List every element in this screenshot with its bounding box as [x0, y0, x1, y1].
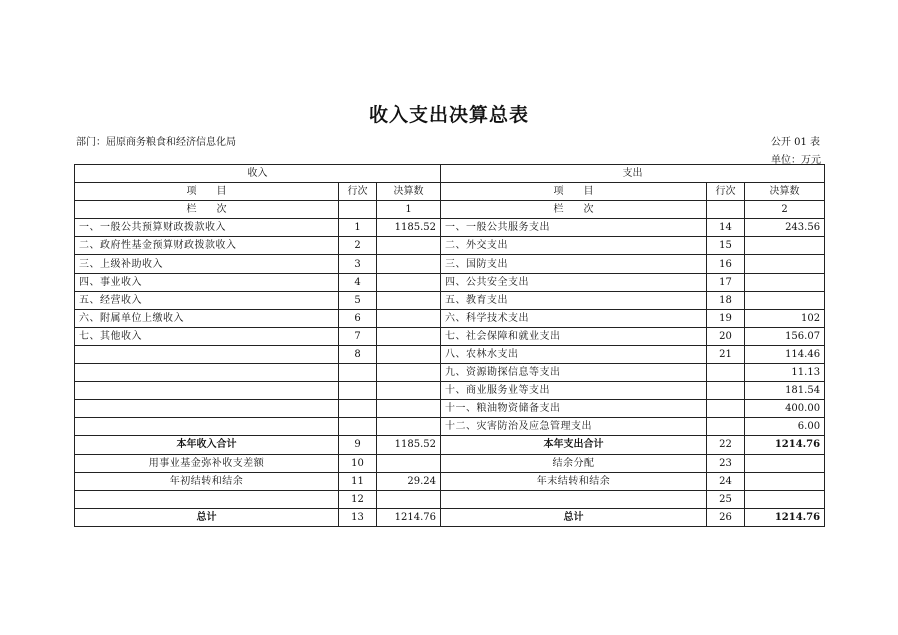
expense-item: 三、国防支出: [441, 255, 707, 273]
income-amount: [377, 237, 441, 255]
table-row: [75, 255, 825, 273]
expense-line-no: 16: [707, 255, 745, 273]
grand-income-total-label: 总计: [75, 508, 339, 526]
grand-income-total-amount: 1214.76: [377, 508, 441, 526]
expense-line-no: [707, 364, 745, 382]
table-row: [75, 291, 825, 309]
begin-balance-label: 年初结转和结余: [75, 472, 339, 490]
income-amount: [377, 400, 441, 418]
year-total-row: [75, 436, 825, 454]
income-column-line-blank: [339, 201, 377, 219]
expense-item: 八、农林水支出: [441, 345, 707, 363]
surplus-distribution-amount: [745, 454, 825, 472]
expense-line-no: 18: [707, 291, 745, 309]
income-line-no: 5: [339, 291, 377, 309]
income-item: 六、附属单位上缴收入: [75, 309, 339, 327]
income-item: 一、一般公共预算财政拨款收入: [75, 219, 339, 237]
blank-income-amount: [377, 490, 441, 508]
grand-expense-total-label: 总计: [441, 508, 707, 526]
expense-line-no: 20: [707, 327, 745, 345]
expense-item: 六、科学技术支出: [441, 309, 707, 327]
expense-amount: [745, 273, 825, 291]
expense-item: 七、社会保障和就业支出: [441, 327, 707, 345]
income-line-no: 6: [339, 309, 377, 327]
income-line-no: [339, 382, 377, 400]
expense-line-no: 14: [707, 219, 745, 237]
income-column-number: 1: [377, 201, 441, 219]
fund-offset-label: 用事业基金弥补收支差额: [75, 454, 339, 472]
table-row: [75, 327, 825, 345]
expense-amount: [745, 237, 825, 255]
income-amount: [377, 291, 441, 309]
expense-amount: [745, 291, 825, 309]
group-header-row: [75, 165, 825, 183]
income-line-header: 行次: [339, 183, 377, 201]
expense-line-no: 21: [707, 345, 745, 363]
department-label: 部门：屈原商务粮食和经济信息化局: [76, 137, 236, 148]
income-item: [75, 400, 339, 418]
expense-amount: 400.00: [745, 400, 825, 418]
form-number: 公开 01 表: [770, 137, 820, 148]
expense-item: 十一、粮油物资储备支出: [441, 400, 707, 418]
income-amount: [377, 327, 441, 345]
table-row: [75, 382, 825, 400]
table-row: [75, 273, 825, 291]
income-line-no: 1: [339, 219, 377, 237]
blank-expense-line-no: 25: [707, 490, 745, 508]
income-amount-header: 决算数: [377, 183, 441, 201]
budget-summary-table: [74, 164, 825, 527]
fund-offset-amount: [377, 454, 441, 472]
unit-label: 单位：万元: [771, 155, 821, 166]
income-item: [75, 364, 339, 382]
column-number-row: [75, 201, 825, 219]
expense-line-header: 行次: [707, 183, 745, 201]
end-balance-amount: [745, 472, 825, 490]
expense-column-line-blank: [707, 201, 745, 219]
table-row: [75, 454, 825, 472]
expense-line-no: 15: [707, 237, 745, 255]
year-expense-total-label: 本年支出合计: [441, 436, 707, 454]
income-amount: [377, 309, 441, 327]
expense-amount: 6.00: [745, 418, 825, 436]
year-income-total-label: 本年收入合计: [75, 436, 339, 454]
income-line-no: [339, 400, 377, 418]
expense-item: 十二、灾害防治及应急管理支出: [441, 418, 707, 436]
income-amount: [377, 418, 441, 436]
income-item: [75, 345, 339, 363]
end-balance-line-no: 24: [707, 472, 745, 490]
income-line-no: [339, 418, 377, 436]
expense-amount: 102: [745, 309, 825, 327]
blank-expense-item: [441, 490, 707, 508]
expense-amount: [745, 255, 825, 273]
income-line-no: 2: [339, 237, 377, 255]
table-row: [75, 237, 825, 255]
document-title: 收入支出决算总表: [368, 104, 529, 126]
income-amount: 1185.52: [377, 219, 441, 237]
year-expense-total-line-no: 22: [707, 436, 745, 454]
expense-item: 五、教育支出: [441, 291, 707, 309]
year-income-total-amount: 1185.52: [377, 436, 441, 454]
expense-group-header: 支出: [441, 165, 825, 183]
expense-amount: 156.07: [745, 327, 825, 345]
income-item: 三、上级补助收入: [75, 255, 339, 273]
year-expense-total-amount: 1214.76: [745, 436, 825, 454]
surplus-distribution-line-no: 23: [707, 454, 745, 472]
table-row: [75, 418, 825, 436]
income-amount: [377, 255, 441, 273]
table-row: [75, 309, 825, 327]
expense-item-header: 项 目: [441, 183, 707, 201]
table-row: [75, 400, 825, 418]
table-row: [75, 490, 825, 508]
income-item: 二、政府性基金预算财政拨款收入: [75, 237, 339, 255]
income-column-row-label: 栏 次: [75, 201, 339, 219]
income-item: [75, 418, 339, 436]
income-amount: [377, 382, 441, 400]
expense-line-no: [707, 418, 745, 436]
expense-line-no: 19: [707, 309, 745, 327]
expense-amount: 181.54: [745, 382, 825, 400]
income-item-header: 项 目: [75, 183, 339, 201]
end-balance-label: 年末结转和结余: [441, 472, 707, 490]
expense-amount: 11.13: [745, 364, 825, 382]
expense-line-no: [707, 382, 745, 400]
income-amount: [377, 364, 441, 382]
grand-income-total-line-no: 13: [339, 508, 377, 526]
income-amount: [377, 273, 441, 291]
expense-line-no: [707, 400, 745, 418]
grand-total-row: [75, 508, 825, 526]
blank-expense-amount: [745, 490, 825, 508]
income-line-no: 7: [339, 327, 377, 345]
income-amount: [377, 345, 441, 363]
expense-item: 九、资源勘探信息等支出: [441, 364, 707, 382]
income-group-header: 收入: [75, 165, 441, 183]
table-row: [75, 472, 825, 490]
expense-column-number: 2: [745, 201, 825, 219]
expense-amount-header: 决算数: [745, 183, 825, 201]
income-item: 四、事业收入: [75, 273, 339, 291]
grand-expense-total-line-no: 26: [707, 508, 745, 526]
income-item: 五、经营收入: [75, 291, 339, 309]
income-line-no: 3: [339, 255, 377, 273]
column-header-row: [75, 183, 825, 201]
year-income-total-line-no: 9: [339, 436, 377, 454]
expense-item: 十、商业服务业等支出: [441, 382, 707, 400]
expense-line-no: 17: [707, 273, 745, 291]
blank-income-item: [75, 490, 339, 508]
expense-amount: 243.56: [745, 219, 825, 237]
income-line-no: 8: [339, 345, 377, 363]
table-row: [75, 219, 825, 237]
blank-income-line-no: 12: [339, 490, 377, 508]
expense-column-row-label: 栏 次: [441, 201, 707, 219]
expense-item: 二、外交支出: [441, 237, 707, 255]
income-line-no: [339, 364, 377, 382]
expense-amount: 114.46: [745, 345, 825, 363]
income-line-no: 4: [339, 273, 377, 291]
table-row: [75, 364, 825, 382]
expense-item: 四、公共安全支出: [441, 273, 707, 291]
grand-expense-total-amount: 1214.76: [745, 508, 825, 526]
expense-item: 一、一般公共服务支出: [441, 219, 707, 237]
income-item: 七、其他收入: [75, 327, 339, 345]
fund-offset-line-no: 10: [339, 454, 377, 472]
begin-balance-line-no: 11: [339, 472, 377, 490]
table-row: [75, 345, 825, 363]
income-item: [75, 382, 339, 400]
surplus-distribution-label: 结余分配: [441, 454, 707, 472]
begin-balance-amount: 29.24: [377, 472, 441, 490]
